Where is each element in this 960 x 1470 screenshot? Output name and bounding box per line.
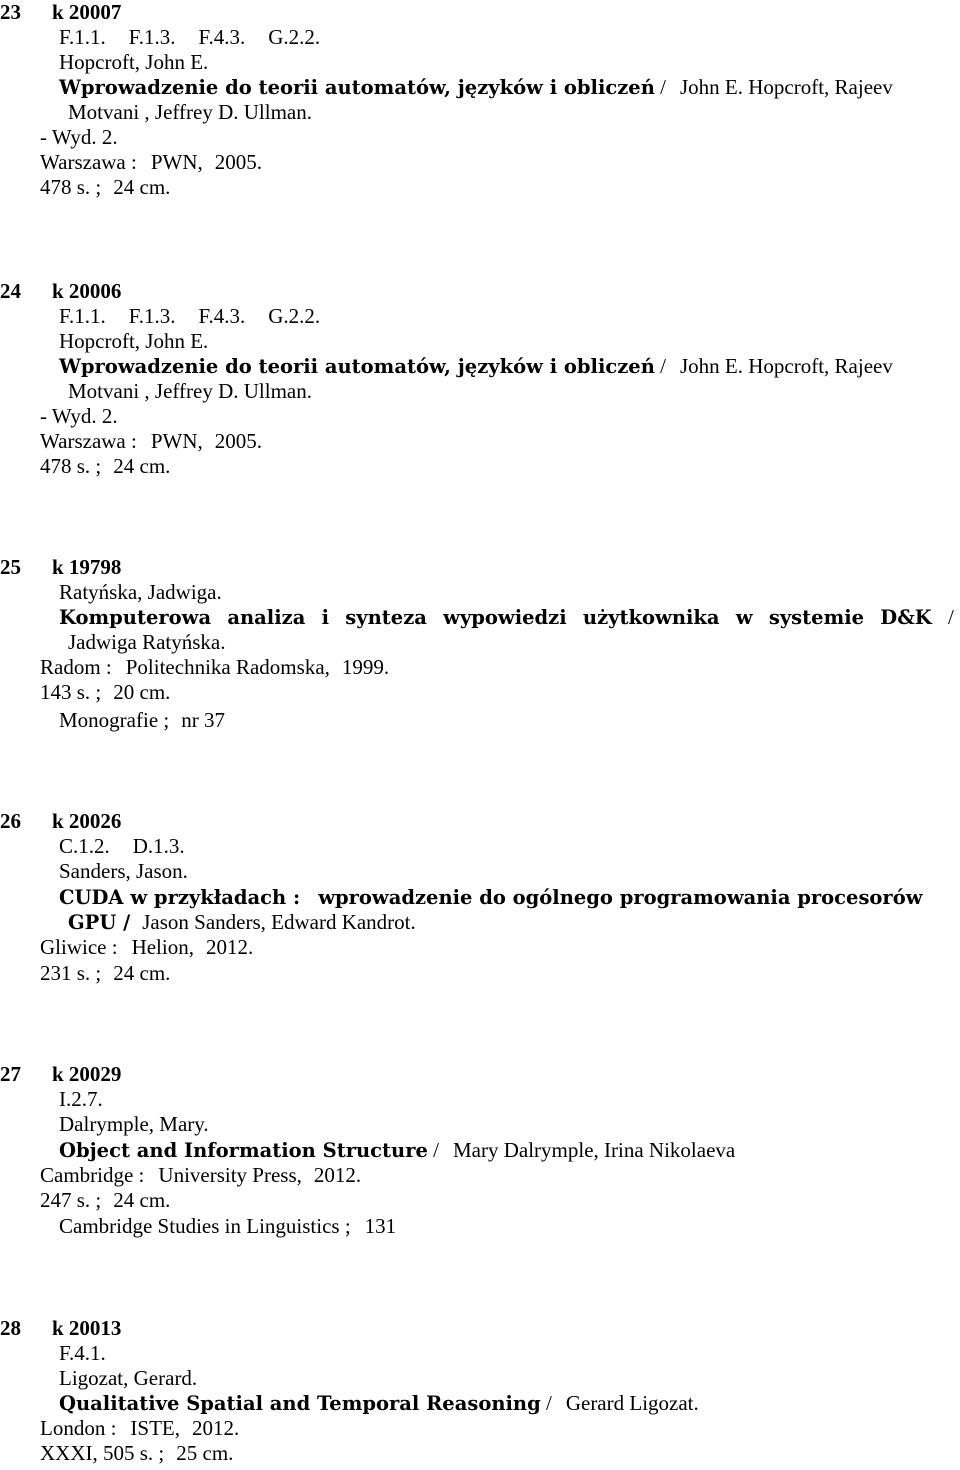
series: Monografie ; nr 37 (59, 708, 225, 732)
entry-number: 27 (0, 1062, 21, 1086)
title: Qualitative Spatial and Temporal Reasoning (59, 1392, 541, 1415)
title: Wprowadzenie do teorii automatów, języków i obliczeń (59, 355, 655, 378)
title-statement: Komputerowa analiza i synteza wypowiedzi użytkownika w systemie D&K / (59, 605, 954, 629)
call-number: k 19798 (52, 555, 122, 579)
title: Wprowadzenie do teorii automatów, języków i obliczeń (59, 76, 655, 99)
call-number: k 20029 (52, 1062, 122, 1086)
physical-description: 143 s. ; 20 cm. (40, 680, 171, 704)
title-statement: Qualitative Spatial and Temporal Reasoning / Gerard Ligozat. (59, 1391, 699, 1415)
call-number: k 20026 (52, 809, 122, 833)
call-number: k 20006 (52, 279, 122, 303)
entry-number: 23 (0, 0, 21, 24)
physical-description: 231 s. ; 24 cm. (40, 961, 171, 985)
call-number: k 20007 (52, 0, 122, 24)
entry-number: 26 (0, 809, 21, 833)
title-statement: Object and Information Structure / Mary Dalrymple, Irina Nikolaeva (59, 1138, 736, 1162)
physical-description: 247 s. ; 24 cm. (40, 1188, 171, 1212)
entry-number: 24 (0, 279, 21, 303)
responsibility: Gerard Ligozat. (565, 1391, 699, 1415)
title-cont: GPU / Jason Sanders, Edward Kandrot. (68, 910, 416, 934)
classification-codes: F.1.1. F.1.3. F.4.3. G.2.2. (59, 25, 321, 49)
author-heading: Sanders, Jason. (59, 859, 188, 883)
title-statement: Wprowadzenie do teorii automatów, języków i obliczeń / John E. Hopcroft, Rajeev (59, 354, 893, 378)
entry-number: 28 (0, 1316, 21, 1340)
classification-codes: F.1.1. F.1.3. F.4.3. G.2.2. (59, 304, 321, 328)
author-heading: Hopcroft, John E. (59, 50, 209, 74)
entry-number: 25 (0, 555, 21, 579)
responsibility-cont: Motvani , Jeffrey D. Ullman. (68, 379, 312, 403)
edition: - Wyd. 2. (40, 404, 118, 428)
responsibility: John E. Hopcroft, Rajeev (679, 354, 893, 378)
publication: Warszawa : PWN, 2005. (40, 429, 263, 453)
publication: Radom : Politechnika Radomska, 1999. (40, 655, 390, 679)
title: Object and Information Structure (59, 1139, 428, 1162)
call-number: k 20013 (52, 1316, 122, 1340)
title-statement (59, 885, 923, 910)
classification-codes: I.2.7. (59, 1087, 103, 1111)
classification-codes: C.1.2. D.1.3. (59, 834, 185, 858)
edition: - Wyd. 2. (40, 125, 118, 149)
publication: Warszawa : PWN, 2005. (40, 150, 263, 174)
physical-description: 478 s. ; 24 cm. (40, 175, 171, 199)
publication: Cambridge : University Press, 2012. (40, 1163, 362, 1187)
responsibility: Jason Sanders, Edward Kandrot. (142, 910, 416, 934)
title: CUDA w przykładach : (59, 886, 301, 909)
author-heading: Hopcroft, John E. (59, 329, 209, 353)
physical-description: 478 s. ; 24 cm. (40, 454, 171, 478)
responsibility: Mary Dalrymple, Irina Nikolaeva (453, 1138, 736, 1162)
publication: London : ISTE, 2012. (40, 1416, 240, 1440)
subtitle: wprowadzenie do ogólnego programowania procesorów (318, 886, 923, 909)
responsibility-cont: Jadwiga Ratyńska. (68, 630, 226, 654)
series: Cambridge Studies in Linguistics ; 131 (59, 1214, 397, 1238)
author-heading: Ratyńska, Jadwiga. (59, 580, 222, 604)
physical-description: XXXI, 505 s. ; 25 cm. (40, 1441, 234, 1465)
publication: Gliwice : Helion, 2012. (40, 935, 254, 959)
title-statement: Wprowadzenie do teorii automatów, języków i obliczeń / John E. Hopcroft, Rajeev (59, 75, 893, 99)
author-heading: Ligozat, Gerard. (59, 1366, 198, 1390)
responsibility: John E. Hopcroft, Rajeev (679, 75, 893, 99)
author-heading: Dalrymple, Mary. (59, 1112, 209, 1136)
classification-codes: F.4.1. (59, 1341, 106, 1365)
responsibility-cont: Motvani , Jeffrey D. Ullman. (68, 100, 312, 124)
